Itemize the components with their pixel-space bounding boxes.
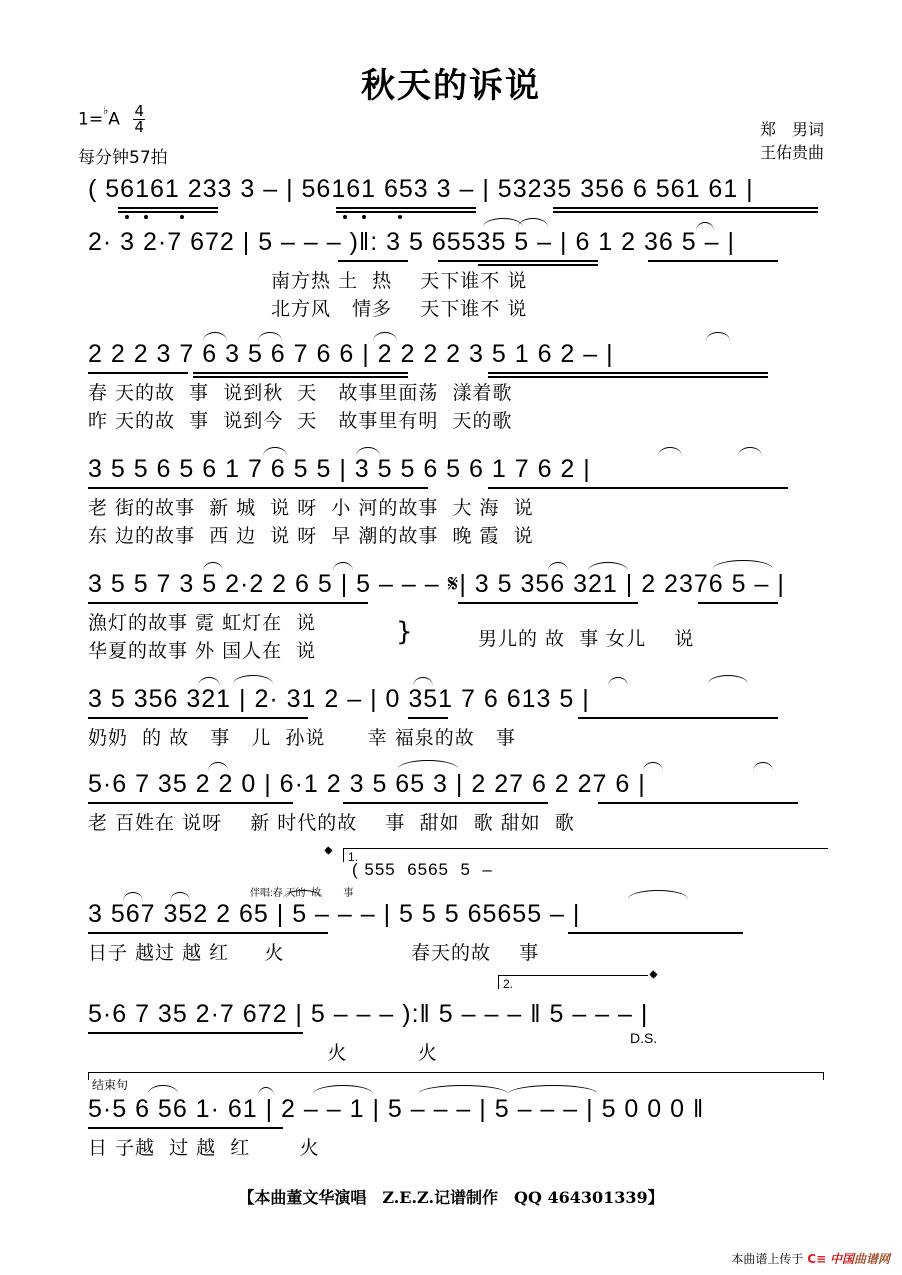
notes-line: 5·6 7 35 2 2 0 | 6·1 2 3 5 65 3 | 2 27 6 2 27 6 |	[88, 770, 646, 798]
time-sig-top: 4	[134, 102, 145, 120]
score-row-1	[88, 175, 828, 215]
brace-icon: }	[396, 617, 414, 647]
accompaniment-notes: ( 555 6565 5 –	[352, 860, 493, 879]
score-row-8	[88, 900, 828, 970]
site-logo-icon: C≡	[807, 1252, 827, 1266]
lyric-verse-1: 老 街的故事 新 城 说 呀 小 河的故事 大 海 说	[88, 497, 534, 519]
ending-label: 结束句	[92, 1078, 129, 1092]
lyric-verse-2: 昨 天的故 事 说到今 天 故事里有明 天的歌	[88, 410, 513, 432]
site-logo-text-cn: 中国	[829, 1252, 854, 1266]
lyric-line: 火 火	[88, 1042, 438, 1064]
notes-line: 5·5 6 56 1· 61 | 2 – – 1 | 5 – – – | 5 – – – | 5 0 0 0 ‖	[88, 1095, 705, 1123]
accompaniment-lyric: 伴唱:春 天的 故 事	[250, 888, 354, 899]
tempo: 每分钟57拍	[78, 148, 168, 168]
volta-1-bracket	[343, 848, 828, 849]
lyric-verse-2: 华夏的故事 外 国人在 说	[88, 640, 317, 662]
lyric-verse-2: 东 边的故事 西 边 说 呀 早 潮的故事 晚 霞 说	[88, 525, 534, 547]
volta-1-label: 1.	[348, 850, 359, 864]
site-logo-text-qp: 曲谱网	[853, 1252, 890, 1266]
volta-2-label: 2.	[503, 977, 514, 991]
coda-icon: 𝄌	[325, 844, 332, 866]
notes-line: 2 2 2 3 7 6 3 5 6 7 6 6 | 2 2 2 2 3 5 1 6 2 – |	[88, 340, 614, 368]
performer-credit: 【本曲董文华演唱 Z.E.Z.记谱制作 QQ 464301339】	[238, 1188, 664, 1207]
lyric-verse-1: 春 天的故 事 说到秋 天 故事里面荡 漾着歌	[88, 382, 513, 404]
upload-prefix: 本曲谱上传于	[731, 1252, 804, 1266]
coda-icon: 𝄌	[650, 968, 657, 990]
time-sig-bottom: 4	[134, 118, 145, 136]
composer: 王佑贵曲	[759, 143, 824, 162]
ending-bracket	[88, 1072, 823, 1073]
notes-line: 3 5 5 7 3 5 2·2 2 6 5 | 5 – – – 𝄋| 3 5 356 321 | 2 2376 5 – |	[88, 570, 785, 598]
lyric-verse-1: 南方热 土 热 天下谁不 说	[88, 270, 528, 292]
lyric-verse-2: 北方风 情多 天下谁不 说	[88, 298, 528, 320]
score-row-4	[88, 455, 828, 555]
notes-line: 3 5 356 321 | 2· 31 2 – | 0 351 7 6 613 5 |	[88, 685, 590, 713]
score-row-10	[88, 1095, 828, 1165]
lyric-line: 日子 越过 越 红 火 春天的故 事	[88, 942, 540, 964]
credits	[760, 118, 824, 164]
notes-line: ( 56161 233 3 – | 56161 653 3 – | 53235 356 6 561 61 |	[88, 175, 754, 203]
score-row-6	[88, 685, 828, 755]
score-row-7	[88, 770, 828, 840]
lyric-line: 日 子越 过 越 红 火	[88, 1137, 320, 1159]
flat-symbol: ♭	[103, 103, 109, 117]
key-signature	[78, 104, 145, 135]
score-row-5	[88, 570, 828, 670]
score-row-3	[88, 340, 828, 440]
key-note: A	[108, 109, 120, 130]
lyric-verse-1: 漁灯的故事 霓 虹灯在 说	[88, 612, 317, 634]
ds-label: D.S.	[630, 1030, 658, 1046]
score-row-9	[88, 1000, 828, 1070]
notes-line: 3 567 352 2 65 | 5 – – – | 5 5 5 65655 – |	[88, 900, 581, 928]
notes-line: 3 5 5 6 5 6 1 7 6 5 5 | 3 5 5 6 5 6 1 7 6 2 |	[88, 455, 591, 483]
lyric-line: 老 百姓在 说呀 新 时代的故 事 甜如 歌 甜如 歌	[88, 812, 575, 834]
song-title: 秋天的诉说	[361, 66, 541, 106]
key-prefix: 1=	[78, 109, 104, 130]
notes-line: 2· 3 2·7 672 | 5 – – – )‖: 3 5 65535 5 – | 6 1 2 36 5 – |	[88, 228, 735, 256]
lyric-line: 奶奶 的 故 事 儿 孙说 幸 福泉的故 事	[88, 727, 516, 749]
upload-source	[731, 1250, 890, 1267]
score-row-2	[88, 228, 828, 328]
time-signature	[133, 104, 145, 135]
notes-line: 5·6 7 35 2·7 672 | 5 – – – ):‖ 5 – – – ‖ 5 – – – |	[88, 1000, 649, 1028]
lyric-chorus: 男儿的 故 事 女儿 说	[478, 628, 695, 650]
lyricist: 郑 男词	[759, 120, 824, 139]
volta-2-bracket	[498, 975, 648, 976]
